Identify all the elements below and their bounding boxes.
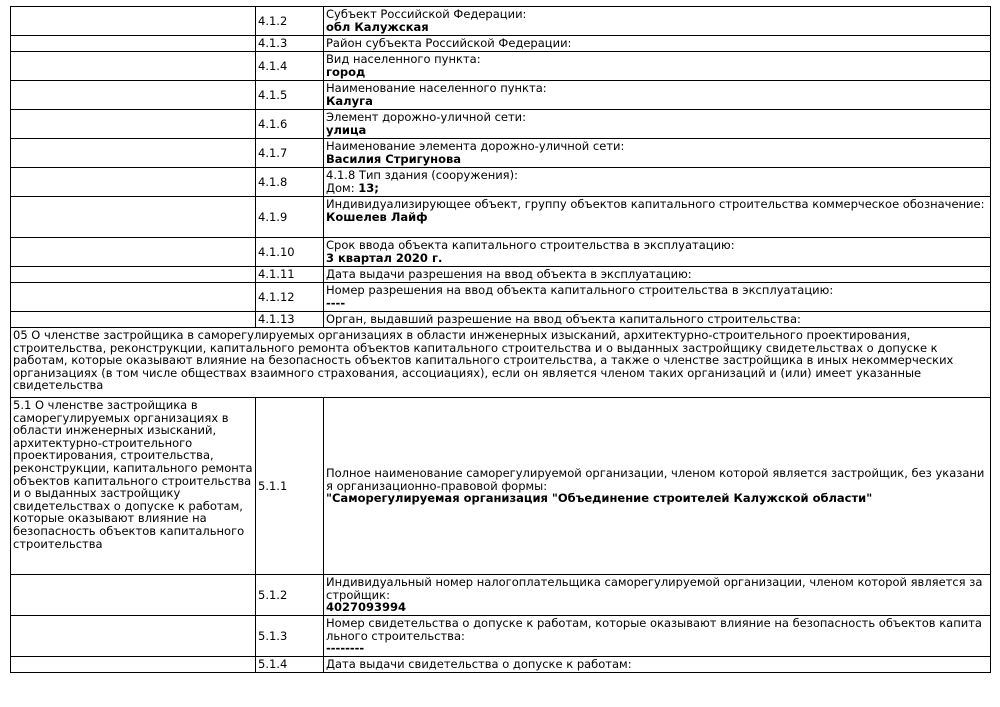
row-label: Номер разрешения на ввод объекта капитального строительства в эксплуатацию: (326, 283, 834, 297)
table-row (11, 139, 991, 168)
row-label: Район субъекта Российской Федерации: (326, 36, 572, 50)
document-table (10, 6, 991, 673)
table-row (11, 283, 991, 312)
row-value: Кошелев Лайф (326, 209, 428, 224)
table-row (11, 7, 991, 36)
table-row (11, 616, 991, 657)
row-number: 5.1.4 (256, 657, 324, 673)
empty-cell (11, 267, 256, 283)
row-value: -------- (326, 641, 365, 656)
table-row (11, 575, 991, 616)
row-label: Дата выдачи свидетельства о допуске к работам: (326, 657, 632, 671)
row-content (324, 197, 991, 238)
table-row (11, 267, 991, 283)
empty-cell (11, 36, 256, 52)
row-content (324, 110, 991, 139)
row-number: 4.1.7 (256, 139, 324, 168)
row-value: улица (326, 122, 367, 137)
empty-cell (11, 238, 256, 267)
table-row (11, 312, 991, 328)
row-label: Субъект Российской Федерации: (326, 7, 527, 21)
row-value: 13; (358, 180, 379, 195)
row-label: Индивидуализирующее объект, группу объектов капитального строительства коммерческое обозначение: (326, 197, 985, 211)
row-content (324, 267, 991, 283)
section-05-text: 05 О членстве застройщика в саморегулируемых организациях в области инженерных изысканий, архитектурно-строительного проектирования, строительства, реконструкции, капитального ремонта объектов капитального строительства и о выданных застройщику свидетельствах о допуске к работам, которые оказывают влияние на безопасность объектов капитального строительства, а также о членстве застройщика в иных некоммерческих организациях (в том числе обществах взаимного страхования, ассоциациях), если он является членом таких организаций и (или) имеет указанные свидетельства (11, 328, 991, 398)
row-content (324, 139, 991, 168)
row-number: 4.1.3 (256, 36, 324, 52)
table-row (11, 110, 991, 139)
table-row (11, 168, 991, 197)
row-label: Орган, выдавший разрешение на ввод объекта капитального строительства: (326, 312, 801, 326)
row-content (324, 657, 991, 673)
row-content (324, 575, 991, 616)
row-label: Элемент дорожно-уличной сети: (326, 110, 527, 124)
row-number: 4.1.11 (256, 267, 324, 283)
row-number: 4.1.5 (256, 81, 324, 110)
empty-cell (11, 168, 256, 197)
table-row (11, 36, 991, 52)
table-row (11, 398, 991, 575)
row-number: 4.1.10 (256, 238, 324, 267)
row-value: город (326, 64, 366, 79)
row-number: 4.1.6 (256, 110, 324, 139)
row-value-prefix: Дом: (326, 180, 355, 195)
section-05-row (11, 328, 991, 398)
row-content (324, 398, 991, 575)
table-row (11, 52, 991, 81)
row-label: Срок ввода объекта капитального строительства в эксплуатацию: (326, 238, 735, 252)
row-label: Полное наименование саморегулируемой организации, членом которой является застройщик, без указания организационно-правовой формы: (326, 466, 985, 493)
row-content (324, 283, 991, 312)
empty-cell (11, 81, 256, 110)
empty-cell (11, 657, 256, 673)
row-label: Индивидуальный номер налогоплательщика саморегулируемой организации, членом которой является застройщик: (326, 575, 983, 602)
empty-cell (11, 616, 256, 657)
empty-cell (11, 312, 256, 328)
row-content (324, 7, 991, 36)
table-row (11, 197, 991, 238)
row-content (324, 312, 991, 328)
row-label: 4.1.8 Тип здания (сооружения): (326, 168, 518, 182)
row-number: 5.1.3 (256, 616, 324, 657)
row-value: Василия Стригунова (326, 151, 462, 166)
row-label: Дата выдачи разрешения на ввод объекта в эксплуатацию: (326, 267, 692, 281)
empty-cell (11, 139, 256, 168)
row-label: Наименование населенного пункта: (326, 81, 547, 95)
row-number: 5.1.2 (256, 575, 324, 616)
row-number: 5.1.1 (256, 398, 324, 575)
row-content (324, 168, 991, 197)
row-number: 4.1.12 (256, 283, 324, 312)
empty-cell (11, 197, 256, 238)
row-value: 3 квартал 2020 г. (326, 250, 443, 265)
empty-cell (11, 52, 256, 81)
row-content (324, 36, 991, 52)
row-content (324, 81, 991, 110)
row-content (324, 52, 991, 81)
table-row (11, 81, 991, 110)
table-row (11, 657, 991, 673)
row-content (324, 238, 991, 267)
row-label: Наименование элемента дорожно-уличной сети: (326, 139, 625, 153)
row-value: Калуга (326, 93, 373, 108)
row-label: Номер свидетельства о допуске к работам, которые оказывают влияние на безопасность объектов капитального строительства: (326, 616, 982, 643)
row-number: 4.1.8 (256, 168, 324, 197)
row-number: 4.1.4 (256, 52, 324, 81)
empty-cell (11, 7, 256, 36)
empty-cell (11, 110, 256, 139)
row-value-line (326, 182, 988, 195)
row-number: 4.1.9 (256, 197, 324, 238)
row-value: обл Калужская (326, 19, 429, 34)
row-number: 4.1.13 (256, 312, 324, 328)
table-row (11, 238, 991, 267)
empty-cell (11, 575, 256, 616)
row-label: Вид населенного пункта: (326, 52, 481, 66)
row-value: 4027093994 (326, 600, 407, 615)
empty-cell (11, 283, 256, 312)
row-value: ---- (326, 295, 346, 310)
row-content (324, 616, 991, 657)
row-number: 4.1.2 (256, 7, 324, 36)
section-51-label: 5.1 О членстве застройщика в саморегулируемых организациях в области инженерных изысканий, архитектурно-строительного проектирования, строительства, реконструкции, капитального ремонта объектов капитального строительства и о выданных застройщику свидетельствах о допуске к работам, которые оказывают влияние на безопасность объектов капитального строительства (11, 398, 256, 575)
row-value: "Саморегулируемая организация "Объединение строителей Калужской области" (326, 491, 873, 506)
